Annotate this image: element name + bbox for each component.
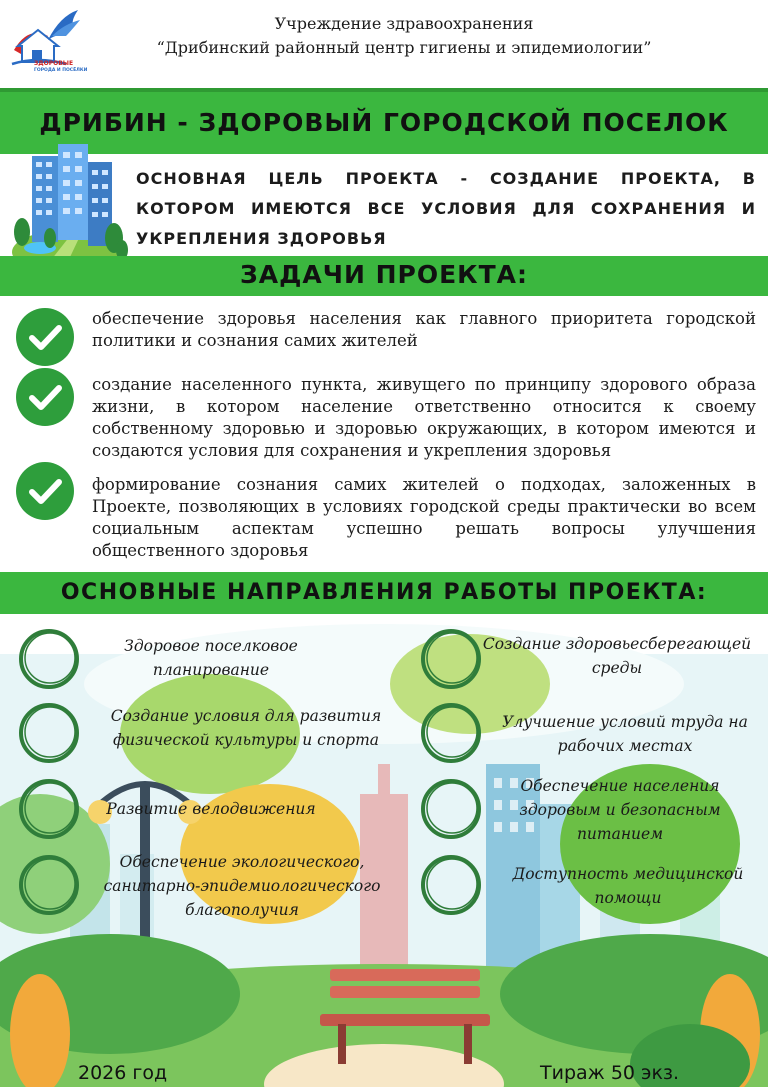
footer-circulation: Тираж 50 экз. — [540, 1062, 680, 1084]
direction-ring-icon — [418, 852, 484, 918]
checkmark-icon — [16, 308, 74, 366]
task-text: обеспечение здоровья населения как главного приоритета городской политики и сознания самих жителей — [92, 309, 756, 350]
task-item — [16, 368, 756, 460]
checkmark-icon — [16, 462, 74, 520]
direction-text: Здоровое поселковое планирование — [124, 637, 298, 679]
direction-text: Создание здоровьесберегающей среды — [482, 635, 752, 677]
direction-ring-icon — [16, 700, 82, 766]
directions-heading: ОСНОВНЫЕ НАПРАВЛЕНИЯ РАБОТЫ ПРОЕКТА: — [0, 572, 768, 614]
direction-text: Обеспечение населения здоровым и безопасным питанием — [519, 777, 721, 843]
checkmark-icon — [16, 368, 74, 426]
direction-text: Обеспечение экологического, санитарно-эпидемиологического благополучия — [103, 853, 381, 919]
task-text: формирование сознания самих жителей о подходах, заложенных в Проекте, позволяющих в условиях городской среды практически во всем социальным аспектам успешно решать вопросы улучшения общественного здоровья — [92, 475, 756, 560]
direction-ring-icon — [16, 852, 82, 918]
direction-text: Доступность медицинской помощи — [512, 865, 744, 907]
title-banner: ДРИБИН - ЗДОРОВЫЙ ГОРОДСКОЙ ПОСЕЛОК — [0, 88, 768, 154]
direction-ring-icon — [16, 626, 82, 692]
direction-text: Развитие велодвижения — [106, 800, 316, 818]
logo-caption: ЗДОРОВЫЕ ГОРОДА И ПОСЁЛКИ — [34, 60, 88, 73]
project-goal: ОСНОВНАЯ ЦЕЛЬ ПРОЕКТА - СОЗДАНИЕ ПРОЕКТА, В КОТОРОМ ИМЕЮТСЯ ВСЕ УСЛОВИЯ ДЛЯ СОХРАНЕНИЯ И УКРЕПЛЕНИЯ ЗДОРОВЬЯ — [136, 169, 756, 248]
task-item — [16, 308, 756, 364]
task-text: создание населенного пункта, живущего по принципу здорового образа жизни, в котором население ответственно относится к своему собственному здоровью и здоровью окружающих, в котором имеются и создаются условия для сохранения и укрепления здоровья — [92, 375, 756, 460]
task-item — [16, 462, 756, 562]
footer-year: 2026 год — [78, 1062, 168, 1084]
institution-name: Учреждение здравоохранения “Дрибинский районный центр гигиены и эпидемиологии” — [156, 14, 652, 57]
direction-ring-icon — [418, 776, 484, 842]
tasks-heading: ЗАДАЧИ ПРОЕКТА: — [0, 256, 768, 296]
direction-text: Улучшение условий труда на рабочих местах — [502, 713, 748, 755]
direction-ring-icon — [418, 700, 484, 766]
direction-ring-icon — [16, 776, 82, 842]
direction-text: Создание условия для развития физической культуры и спорта — [110, 707, 382, 749]
